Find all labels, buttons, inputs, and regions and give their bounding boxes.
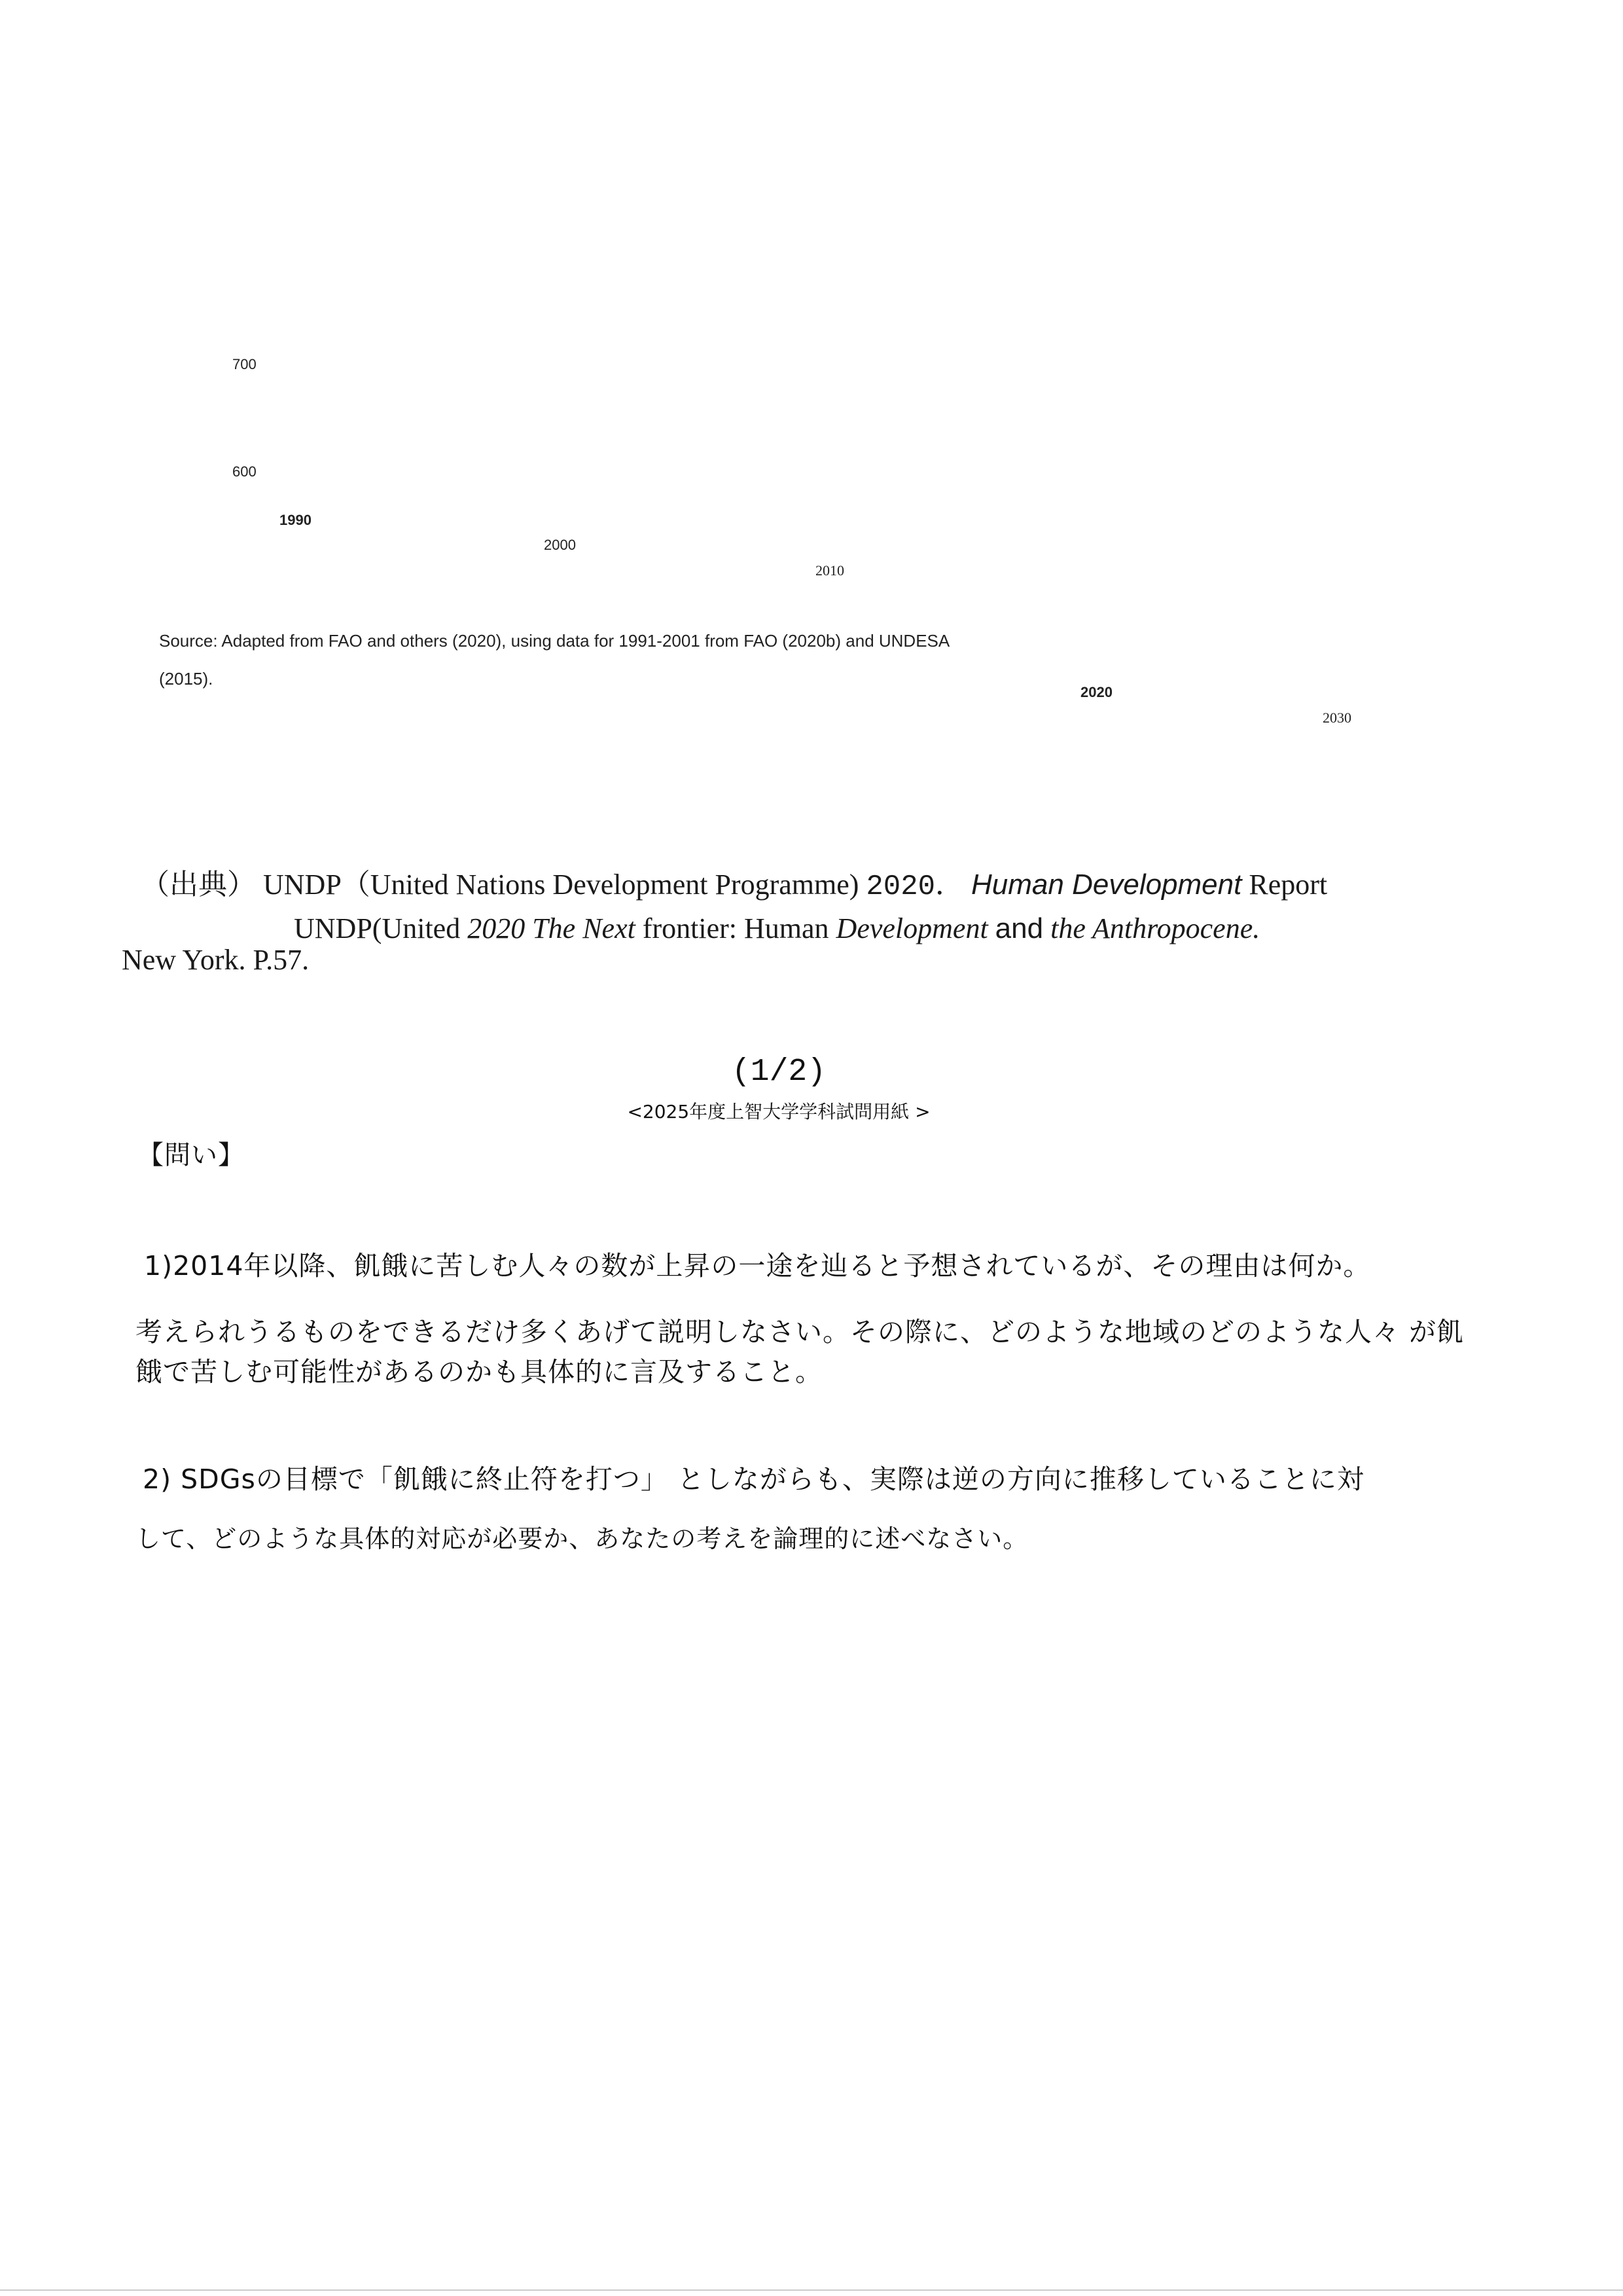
- x-tick-2020: 2020: [1080, 684, 1113, 700]
- x-tick-2010: 2010: [815, 562, 844, 579]
- question-1-line-2: 考えられうるものをできるだけ多くあげて説明しなさい。その際に、どのような地域のどのような人々 が飢: [135, 1316, 1465, 1348]
- exam-label: <2025年度上智大学学科試問用紙 >: [627, 1101, 931, 1122]
- citation-line-2: [294, 914, 1260, 943]
- x-tick-1990: 1990: [279, 512, 312, 528]
- scan-edge-divider: [0, 2289, 1623, 2291]
- x-tick-2030: 2030: [1323, 709, 1351, 726]
- page-number: (1/2): [731, 1054, 827, 1090]
- x-tick-2000: 2000: [544, 537, 576, 553]
- y-tick-700: 700: [232, 356, 257, 372]
- chart-source-line-2: (2015).: [159, 669, 213, 689]
- citation-org: UNDP（United Nations Development Programme): [263, 869, 859, 901]
- citation-text: UNDP(United: [294, 912, 461, 944]
- question-2-line-2: して、どのような具体的対応が必要か、あなたの考えを論理的に述べなさい。: [135, 1524, 1029, 1553]
- chart-source-line-1: Source: Adapted from FAO and others (2020), using data for 1991-2001 from FAO (2020b) and UNDESA: [159, 631, 950, 651]
- y-tick-600: 600: [232, 463, 257, 480]
- citation-text: the Anthropocene.: [1050, 912, 1260, 944]
- citation-text: and: [995, 912, 1044, 944]
- citation-text: 2020 The Next: [467, 912, 635, 944]
- citation-title: Human Development: [971, 869, 1242, 901]
- question-2-line-1: 2) SDGsの目標で「飢餓に終止符を打つ」 としながらも、実際は逆の方向に推移していることに対: [143, 1463, 1364, 1495]
- citation-text: frontier: Human: [642, 912, 829, 944]
- question-1-line-3: 餓で苦しむ可能性があるのかも具体的に言及すること。: [135, 1356, 823, 1388]
- citation-year: 2020．: [866, 870, 965, 903]
- questions-heading: 【問い】: [137, 1140, 245, 1170]
- citation-label: （出典）: [141, 869, 256, 901]
- citation-title-end: Report: [1249, 869, 1328, 901]
- question-1-line-1: 1)2014年以降、飢餓に苦しむ人々の数が上昇の一途を辿ると予想されているが、その理由は何か。: [144, 1250, 1371, 1282]
- citation-line-3: New York. P.57.: [122, 944, 310, 976]
- citation-line-1: [141, 870, 1327, 901]
- citation-text: Development: [836, 912, 988, 944]
